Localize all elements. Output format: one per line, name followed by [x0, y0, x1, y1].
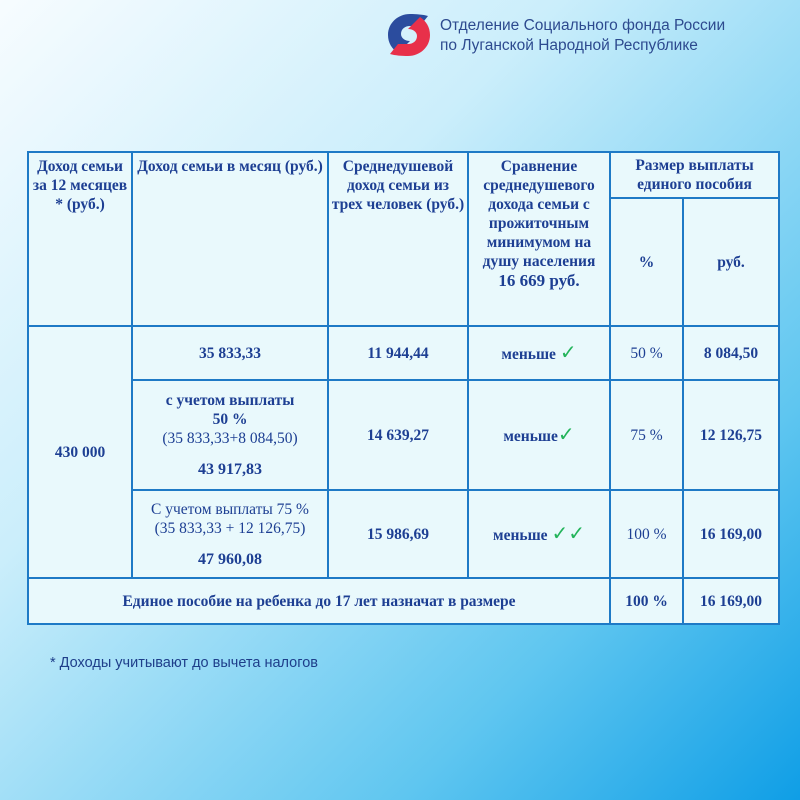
percent-value: 100 %: [610, 490, 683, 578]
org-line-1: Отделение Социального фонда России: [440, 17, 726, 34]
header-comparison: [468, 152, 610, 326]
header-monthly-income: Доход семьи в месяц (руб.): [132, 152, 328, 326]
amount-value: 12 126,75: [683, 380, 779, 490]
header-per-capita: Среднедушевой доход семьи из трех человек (руб.): [328, 152, 468, 326]
double-check-icon: ✓✓: [551, 520, 585, 545]
check-icon: ✓: [557, 421, 575, 446]
check-icon: ✓: [559, 339, 577, 364]
org-line-2: по Луганской Народной Республике: [440, 37, 698, 54]
summary-amount: 16 169,00: [683, 578, 779, 624]
comparison-text: меньше: [503, 427, 558, 445]
monthly-income-cell: [132, 490, 328, 578]
comparison-cell: [468, 326, 610, 380]
percent-value: 50 %: [610, 326, 683, 380]
monthly-income-value: 35 833,33: [132, 326, 328, 380]
per-capita-value: 15 986,69: [328, 490, 468, 578]
monthly-formula: (35 833,33 + 12 126,75): [154, 519, 306, 537]
header-percent: %: [610, 198, 683, 326]
per-capita-value: 14 639,27: [328, 380, 468, 490]
comparison-cell: [468, 380, 610, 490]
table-row: [28, 380, 779, 490]
percent-value: 75 %: [610, 380, 683, 490]
comparison-cell: [468, 490, 610, 578]
comparison-text: меньше: [493, 526, 548, 544]
annual-income-value: 430 000: [28, 326, 132, 578]
amount-value: 16 169,00: [683, 490, 779, 578]
footnote: * Доходы учитывают до вычета налогов: [50, 655, 318, 671]
monthly-note-line1: с учетом выплаты: [165, 392, 295, 409]
monthly-formula: (35 833,33+8 084,50): [162, 430, 298, 447]
monthly-income-cell: [132, 380, 328, 490]
header-payment-size: Размер выплаты единого пособия: [610, 152, 779, 198]
organization-name: [440, 16, 725, 56]
monthly-total: 47 960,08: [198, 550, 262, 568]
header-rubles: руб.: [683, 198, 779, 326]
amount-value: 8 084,50: [683, 326, 779, 380]
summary-percent: 100 %: [610, 578, 683, 624]
header: [380, 10, 790, 60]
per-capita-value: 11 944,44: [328, 326, 468, 380]
header-annual-income: Доход семьи за 12 месяцев * (руб.): [28, 152, 132, 326]
table-row: [28, 326, 779, 380]
summary-row: [28, 578, 779, 624]
subsistence-minimum: 16 669 руб.: [498, 271, 580, 290]
sfr-logo-icon: [380, 10, 438, 60]
summary-text: Единое пособие на ребенка до 17 лет назначат в размере: [28, 578, 610, 624]
monthly-note-line1: С учетом выплаты 75 %: [151, 500, 309, 518]
benefit-table: [27, 151, 780, 625]
table-row: [28, 490, 779, 578]
monthly-total: 43 917,83: [198, 461, 262, 478]
comparison-text: меньше: [501, 345, 556, 363]
monthly-note-line2: 50 %: [212, 411, 248, 428]
header-comparison-text: Сравнение среднедушевого дохода семьи с прожиточным минимумом на душу населения: [482, 158, 596, 270]
